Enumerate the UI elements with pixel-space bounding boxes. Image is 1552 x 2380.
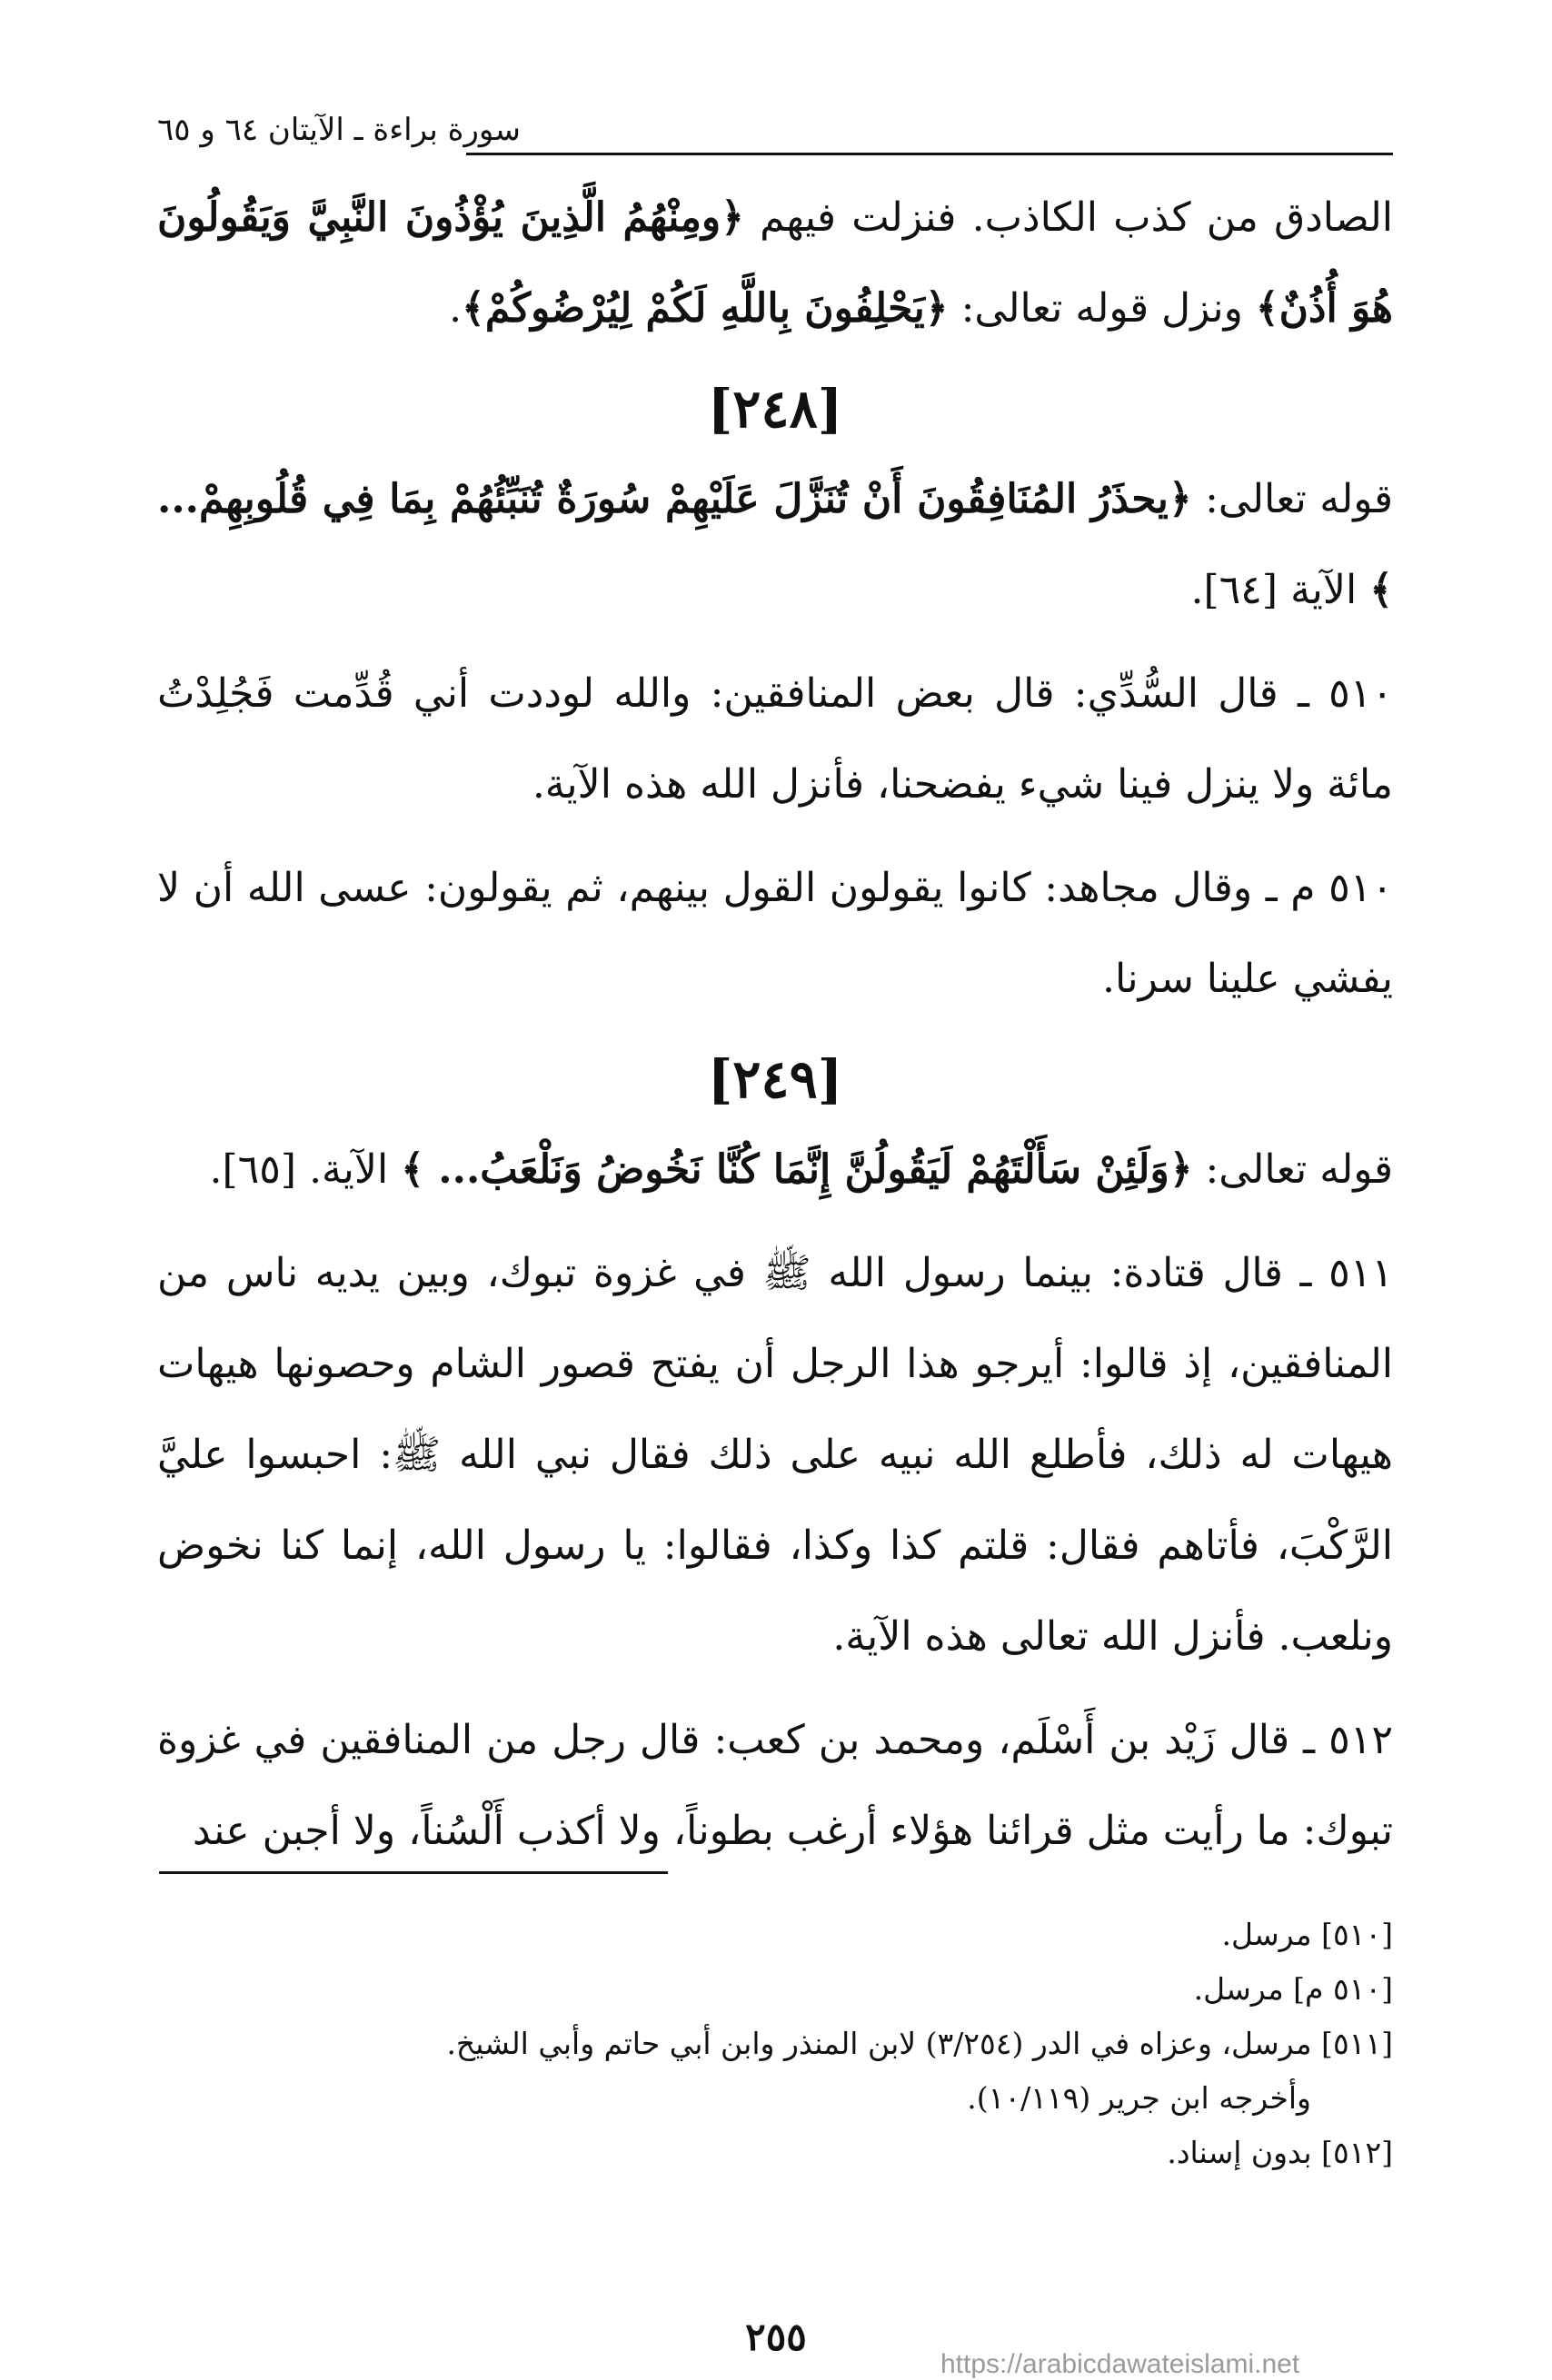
narration-512: ٥١٢ ـ قال زَيْد بن أَسْلَم، ومحمد بن كعب: قال رجل من المنافقين في غزوة تبوك: ما رأيت مثل قرائنا هؤلاء أرغب بطوناً، ولا أكذب أَلْسُناً، ولا أجبن عند [157,1717,1393,1854]
quran-verse: ﴿وَلَئِنْ سَأَلْتَهُمْ لَيَقُولُنَّ إِنَّمَا كُنَّا نَخُوضُ وَنَلْعَبُ... ﴾ [401,1146,1193,1193]
section-heading-249: [٢٤٩] [707,1048,843,1110]
paragraph-verse-64 [157,454,1393,636]
running-title: سورة براءة ـ الآيتان ٦٤ و ٦٥ [157,112,521,148]
paragraph-verse-65 [157,1125,1393,1215]
watermark-url: https://arabicdawateislami.net [940,2349,1300,2379]
narration-510m: ٥١٠ م ـ وقال مجاهد: كانوا يقولون القول بينهم، ثم يقولون: عسى الله أن لا يفشي علينا سرنا. [157,865,1393,1002]
quran-verse: ﴿ومِنْهُمُ الَّذِينَ يُؤْذُونَ النَّبِيَّ وَيَقُولُونَ هُوَ أُذُنٌ﴾ [157,194,1393,332]
narration-510: ٥١٠ ـ قال السُّدِّي: قال بعض المنافقين: والله لوددت أني قُدِّمت فَجُلِدْتُ مائة ولا ينزل فينا شيء يفضحنا، فأنزل الله هذه الآية. [157,670,1393,808]
footnote-511-continued: وأخرجه ابن جرير (١٠/١١٩). [967,2080,1311,2116]
narration-511: ٥١١ ـ قال قتادة: بينما رسول الله ﷺ في غزوة تبوك، وبين يديه ناس من المنافقين، إذ قالوا: أيرجو هذا الرجل أن يفتح قصور الشام وحصونها هيهات هيهات له ذلك، فأطلع الله نبيه على ذلك فقال نبي الله ﷺ: احبسوا عليَّ الرَّكْبَ، فأتاهم فقال: قلتم كذا وكذا، فقالوا: يا رسول الله، إنما كنا نخوض ونلعب. فأنزل الله تعالى هذه الآية. [157,1250,1393,1660]
quran-verse: ﴿يحذَرُ المُنَافِقُونَ أَنْ تُنَزَّلَ عَلَيْهِمْ سُورَةٌ تُنَبِّئُهُمْ بِمَا فِي قُلُوبِهِمْ... ﴾ [157,476,1393,613]
section-heading-248: [٢٤٨] [707,378,843,440]
text-run: ونزل قوله تعالى: [948,285,1256,332]
page-number: ٢٥٥ [745,2315,807,2359]
quran-verse: ﴿يَحْلِفُونَ بِاللَّهِ لَكُمْ لِيُرْضُوكُمْ﴾ [462,285,949,332]
text-run: . [449,285,463,332]
text-run: قوله تعالى: [1191,476,1393,522]
text-run: قوله تعالى: [1192,1146,1393,1193]
paragraph-intro [157,173,1393,354]
header-rule [466,153,1393,155]
running-header [157,107,1393,162]
footnote-rule [159,1871,668,1874]
footnotes [157,1908,1393,2180]
main-text [157,173,1393,1877]
text-run: الآية [٦٤]. [1190,567,1370,613]
footnote-512: [٥١٢] بدون إسناد. [1167,2135,1393,2170]
footnote-510: [٥١٠] مرسل. [1221,1917,1393,1952]
text-run: الآية. [٦٥]. [209,1146,402,1193]
footnote-510m: [٥١٠ م] مرسل. [1193,1971,1393,2007]
footnote-511: [٥١١] مرسل، وعزاه في الدر (٣/٢٥٤) لابن المنذر وابن أبي حاتم وأبي الشيخ. [446,2026,1393,2061]
text-run: الصادق من كذب الكاذب. فنزلت فيهم [743,194,1393,241]
